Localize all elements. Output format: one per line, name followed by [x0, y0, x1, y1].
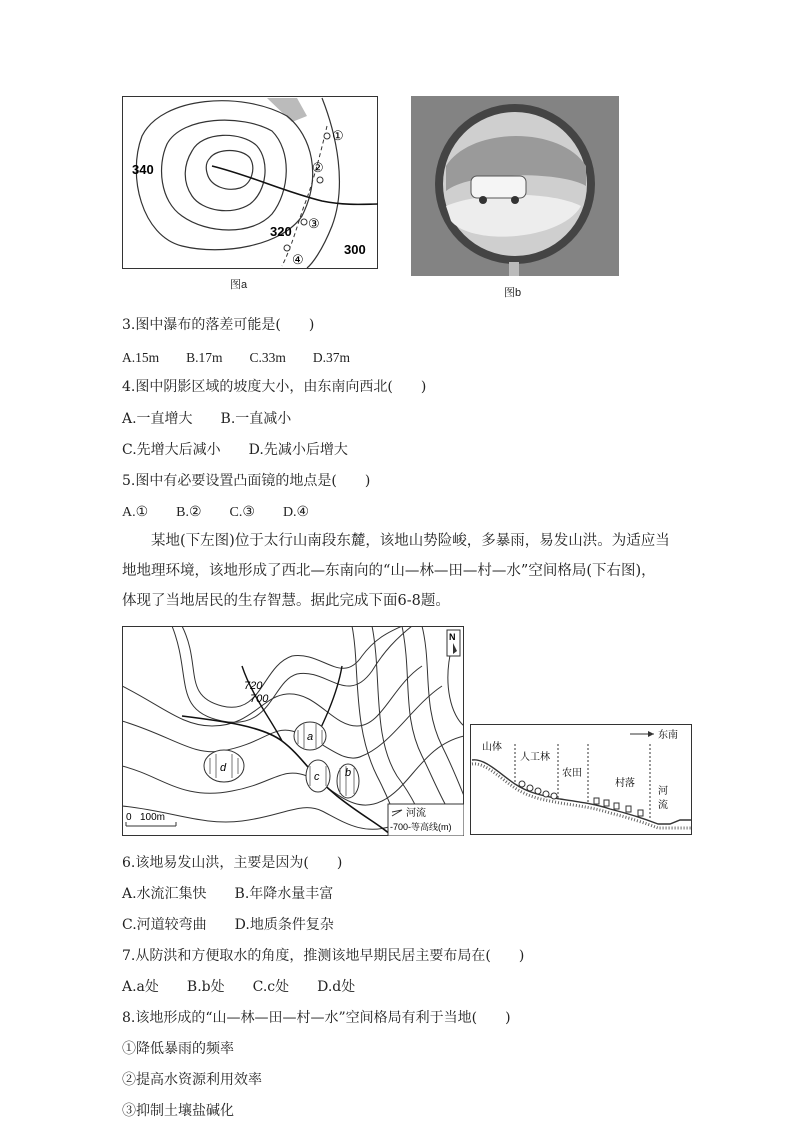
question-8-item-2: ②提高水资源利用效率	[122, 1072, 262, 1088]
question-6-options-1: A.水流汇集快 B.年降水量丰富	[122, 886, 334, 902]
legend-river: 河流	[406, 808, 426, 819]
point-2: ②	[312, 160, 324, 175]
legend-contour: -700-等高线(m)	[390, 822, 452, 832]
scale-length: 100m	[140, 812, 166, 823]
question-7-stem: 7.从防洪和方便取水的角度，推测该地早期民居主要布局在( )	[122, 948, 525, 964]
scale-zero: 0	[126, 812, 132, 823]
question-6-options-2: C.河道较弯曲 D.地质条件复杂	[122, 917, 334, 933]
profile-label-forest: 人工林	[520, 752, 550, 763]
question-5-stem: 5.图中有必要设置凸面镜的地点是( )	[122, 473, 371, 489]
contour-label-720: 720	[244, 680, 263, 692]
area-d-label: d	[220, 762, 227, 774]
point-1: ①	[332, 128, 344, 143]
question-8-item-1: ①降低暴雨的频率	[122, 1041, 234, 1057]
question-8-stem: 8.该地形成的“山—林—田—村—水”空间格局有利于当地( )	[122, 1010, 511, 1026]
question-8-item-3: ③抑制土壤盐碱化	[122, 1103, 234, 1119]
north-label: N	[449, 632, 456, 642]
question-3-stem: 3.图中瀑布的落差可能是( )	[122, 317, 315, 333]
question-4-stem: 4.图中阴影区域的坡度大小，由东南向西北( )	[122, 379, 427, 395]
contour-label-300: 300	[344, 242, 366, 257]
question-6-stem: 6.该地易发山洪，主要是因为( )	[122, 855, 343, 871]
figure-b-caption: 图b	[504, 287, 522, 299]
question-3-options: A.15m B.17m C.33m D.37m	[122, 350, 351, 365]
profile-label-farmland: 农田	[562, 768, 582, 779]
passage-line-3: 体现了当地居民的生存智慧。据此完成下面6-8题。	[122, 593, 450, 609]
area-b-label: b	[345, 767, 352, 779]
question-7-options: A.a处 B.b处 C.c处 D.d处	[122, 979, 356, 995]
profile-label-river-2: 流	[658, 800, 668, 811]
figure-b-convex-mirror-photo	[411, 96, 619, 276]
figure-a-caption: 图a	[230, 279, 248, 291]
figure-a-contour-map	[122, 96, 378, 272]
question-4-options-2: C.先增大后减小 D.先减小后增大	[122, 442, 348, 458]
contour-label-700: 700	[250, 693, 269, 705]
passage-line-1: 某地(下左图)位于太行山南段东麓，该地山势险峻，多暴雨，易发山洪。为适应当	[122, 533, 670, 549]
land-use-profile	[470, 724, 692, 835]
topographic-map	[122, 626, 464, 836]
contour-label-340: 340	[132, 162, 154, 177]
direction-label: 东南	[658, 730, 678, 741]
point-3: ③	[308, 216, 320, 231]
contour-label-320: 320	[270, 224, 292, 239]
area-a-label: a	[307, 731, 314, 743]
question-5-options: A.① B.② C.③ D.④	[122, 505, 310, 520]
profile-label-mountain: 山体	[482, 742, 502, 753]
area-c-label: c	[314, 771, 320, 783]
point-4: ④	[292, 252, 304, 267]
profile-label-river-1: 河	[658, 786, 668, 797]
profile-label-village: 村落	[615, 778, 635, 789]
passage-line-2: 地地理环境，该地形成了西北—东南向的“山—林—田—村—水”空间格局(下右图)，	[122, 563, 656, 579]
passage	[122, 526, 702, 616]
question-4-options-1: A.一直增大 B.一直减小	[122, 411, 292, 427]
